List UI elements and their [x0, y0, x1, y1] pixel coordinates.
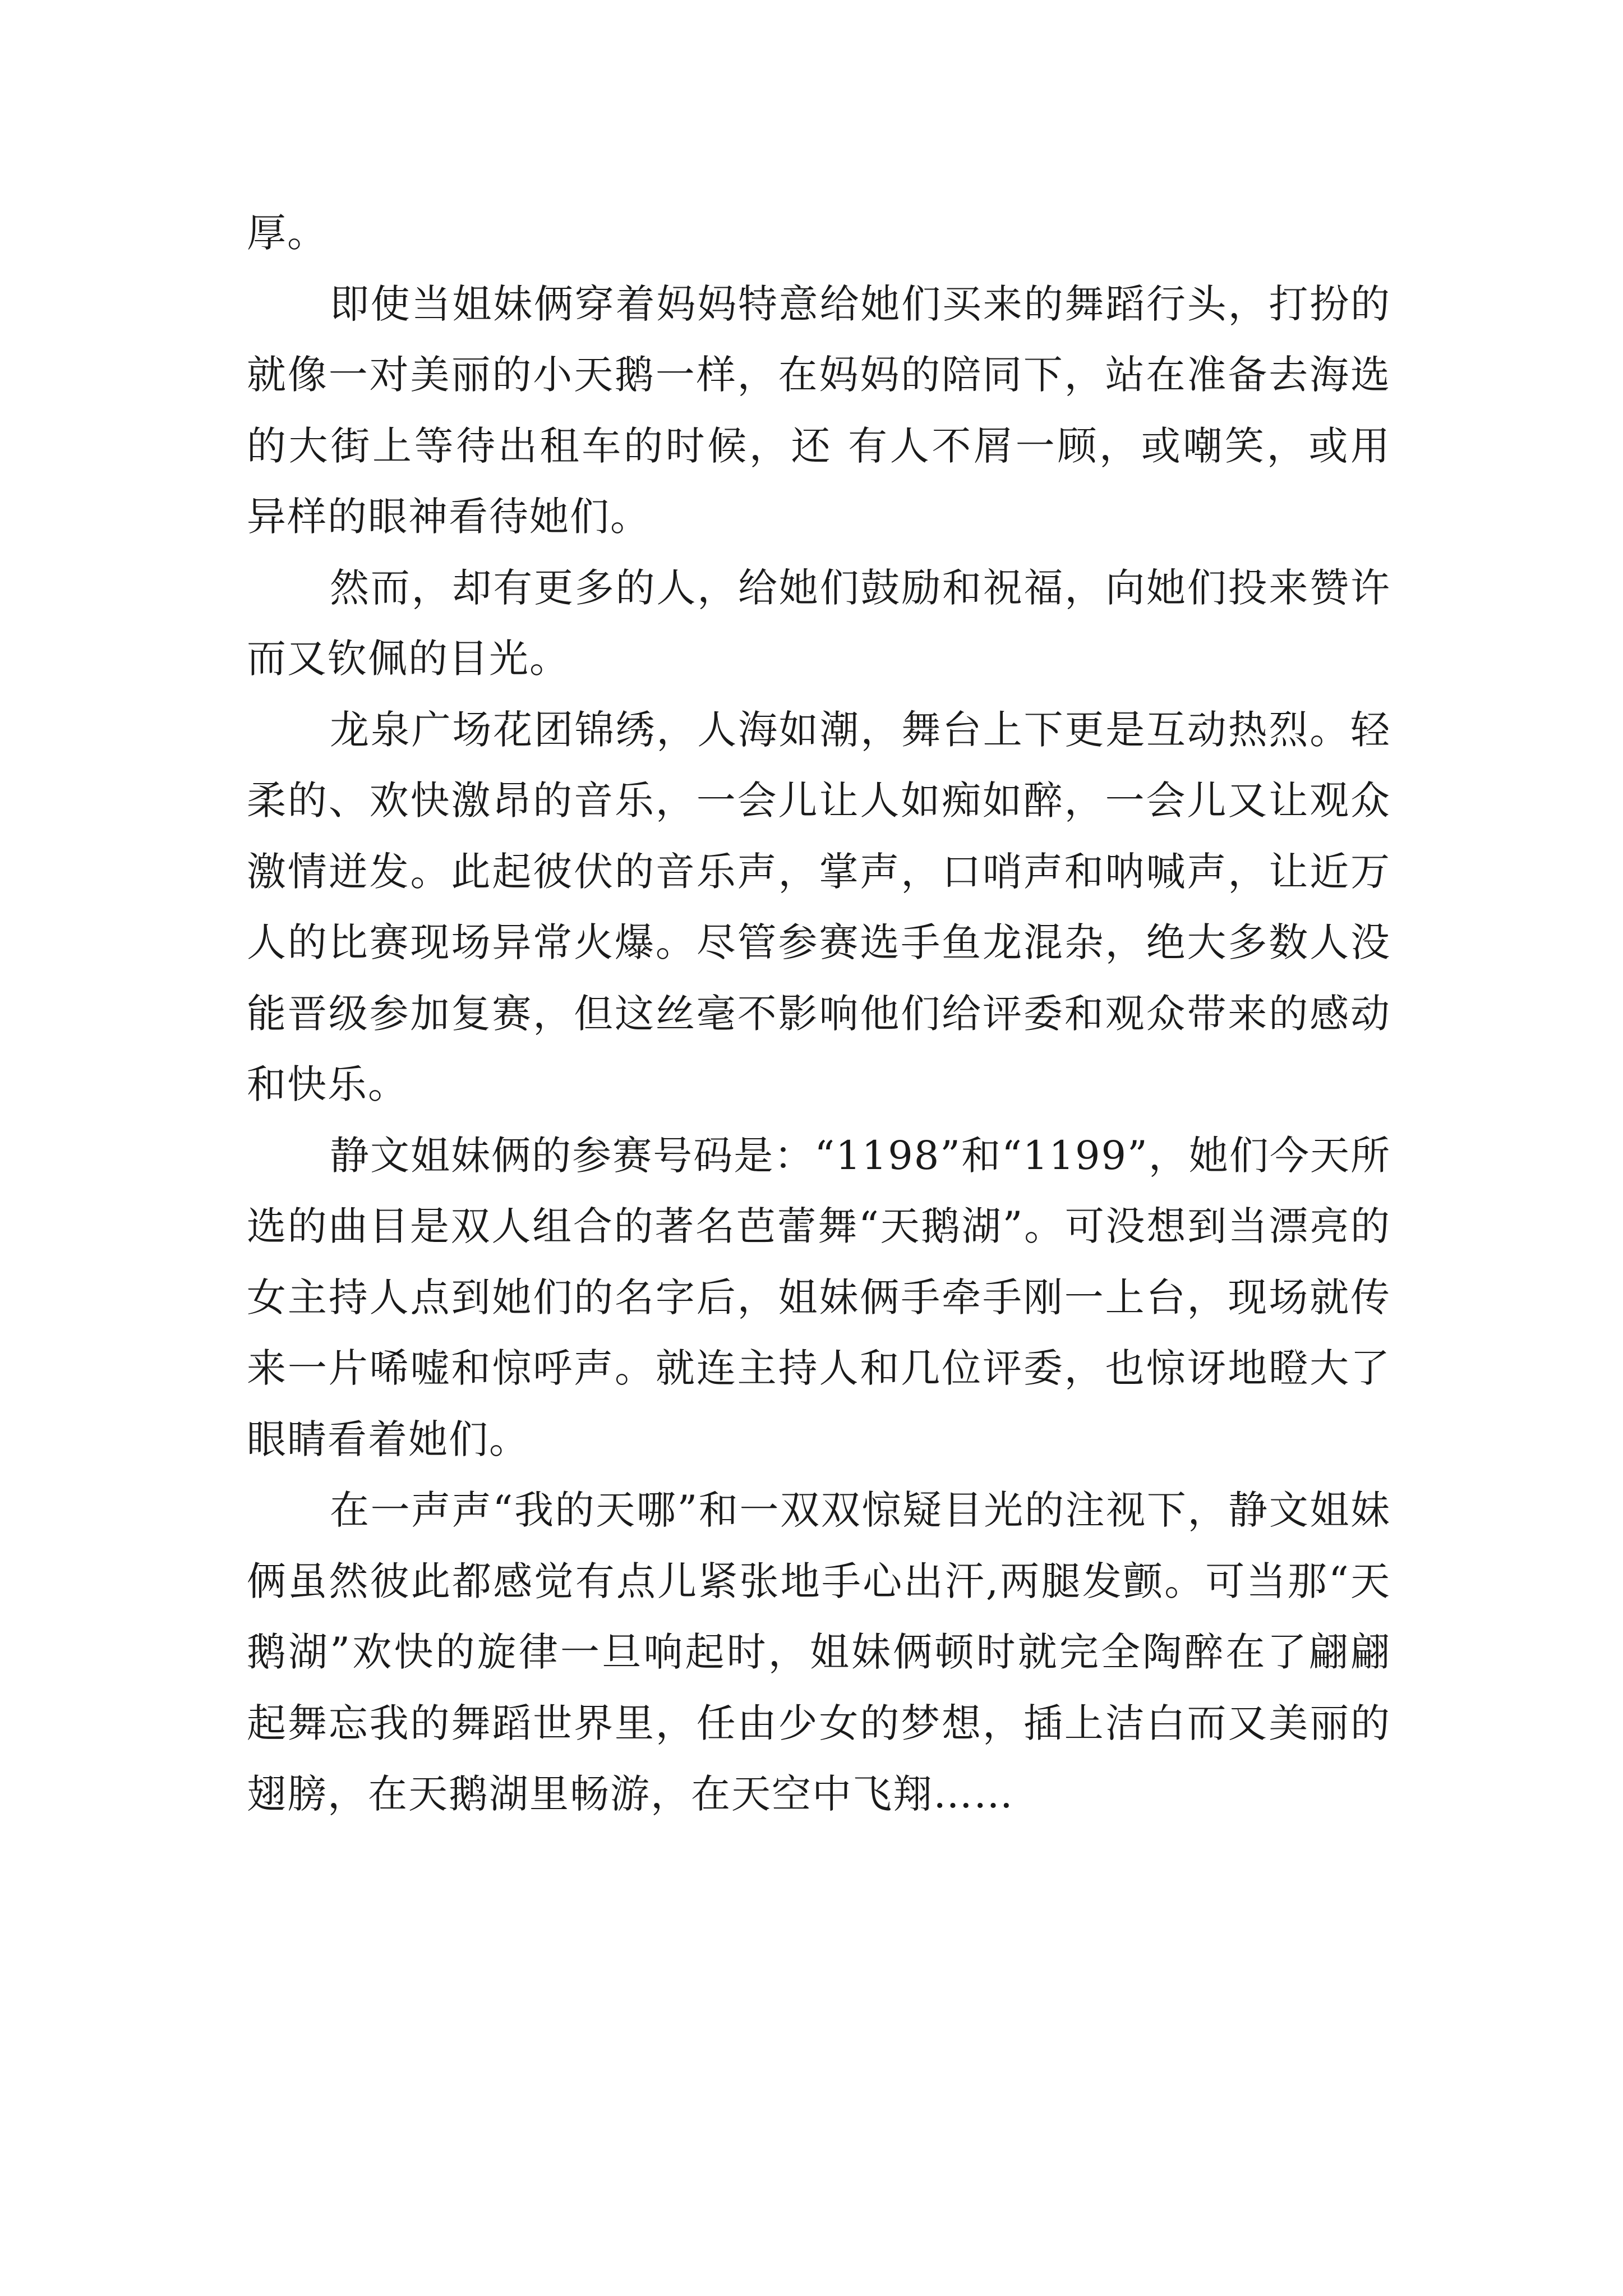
paragraph: 然而，却有更多的人，给她们鼓励和祝福，向她们投来赞许而又钦佩的目光。 [247, 564, 1391, 682]
paragraph: 龙泉广场花团锦绣，人海如潮，舞台上下更是互动热烈。轻柔的、欢快激昂的音乐，一会儿让人如痴如醉，一会儿又让观众激情迸发。此起彼伏的音乐声，掌声，口哨声和呐喊声，让近万人的比赛现场异常火爆。尽管参赛选手鱼龙混杂，绝大多数人没能晋级参加复赛，但这丝毫不影响他们给评委和观众带来的感动和快乐。 [247, 706, 1391, 1107]
document-body [247, 197, 1391, 1830]
paragraph-continuation: 厚。 [247, 210, 328, 256]
paragraph: 静文姐妹俩的参赛号码是：“1198”和“1199”，她们今天所选的曲目是双人组合的著名芭蕾舞“天鹅湖”。可没想到当漂亮的女主持人点到她们的名字后，姐妹俩手牵手刚一上台，现场就传来一片唏嘘和惊呼声。就连主持人和几位评委，也惊讶地瞪大了眼睛看着她们。 [247, 1132, 1391, 1462]
paragraph: 在一声声“我的天哪”和一双双惊疑目光的注视下，静文姐妹俩虽然彼此都感觉有点儿紧张地手心出汗,两腿发颤。可当那“天鹅湖”欢快的旋律一旦响起时，姐妹俩顿时就完全陶醉在了翩翩起舞忘我的舞蹈世界里，任由少女的梦想，插上洁白而又美丽的翅膀，在天鹅湖里畅游，在天空中飞翔…… [247, 1487, 1391, 1817]
paragraph: 即使当姐妹俩穿着妈妈特意给她们买来的舞蹈行头，打扮的就像一对美丽的小天鹅一样，在妈妈的陪同下，站在准备去海选的大街上等待出租车的时候，还 有人不屑一顾，或嘲笑，或用异样的眼神看待她们。 [247, 280, 1391, 540]
